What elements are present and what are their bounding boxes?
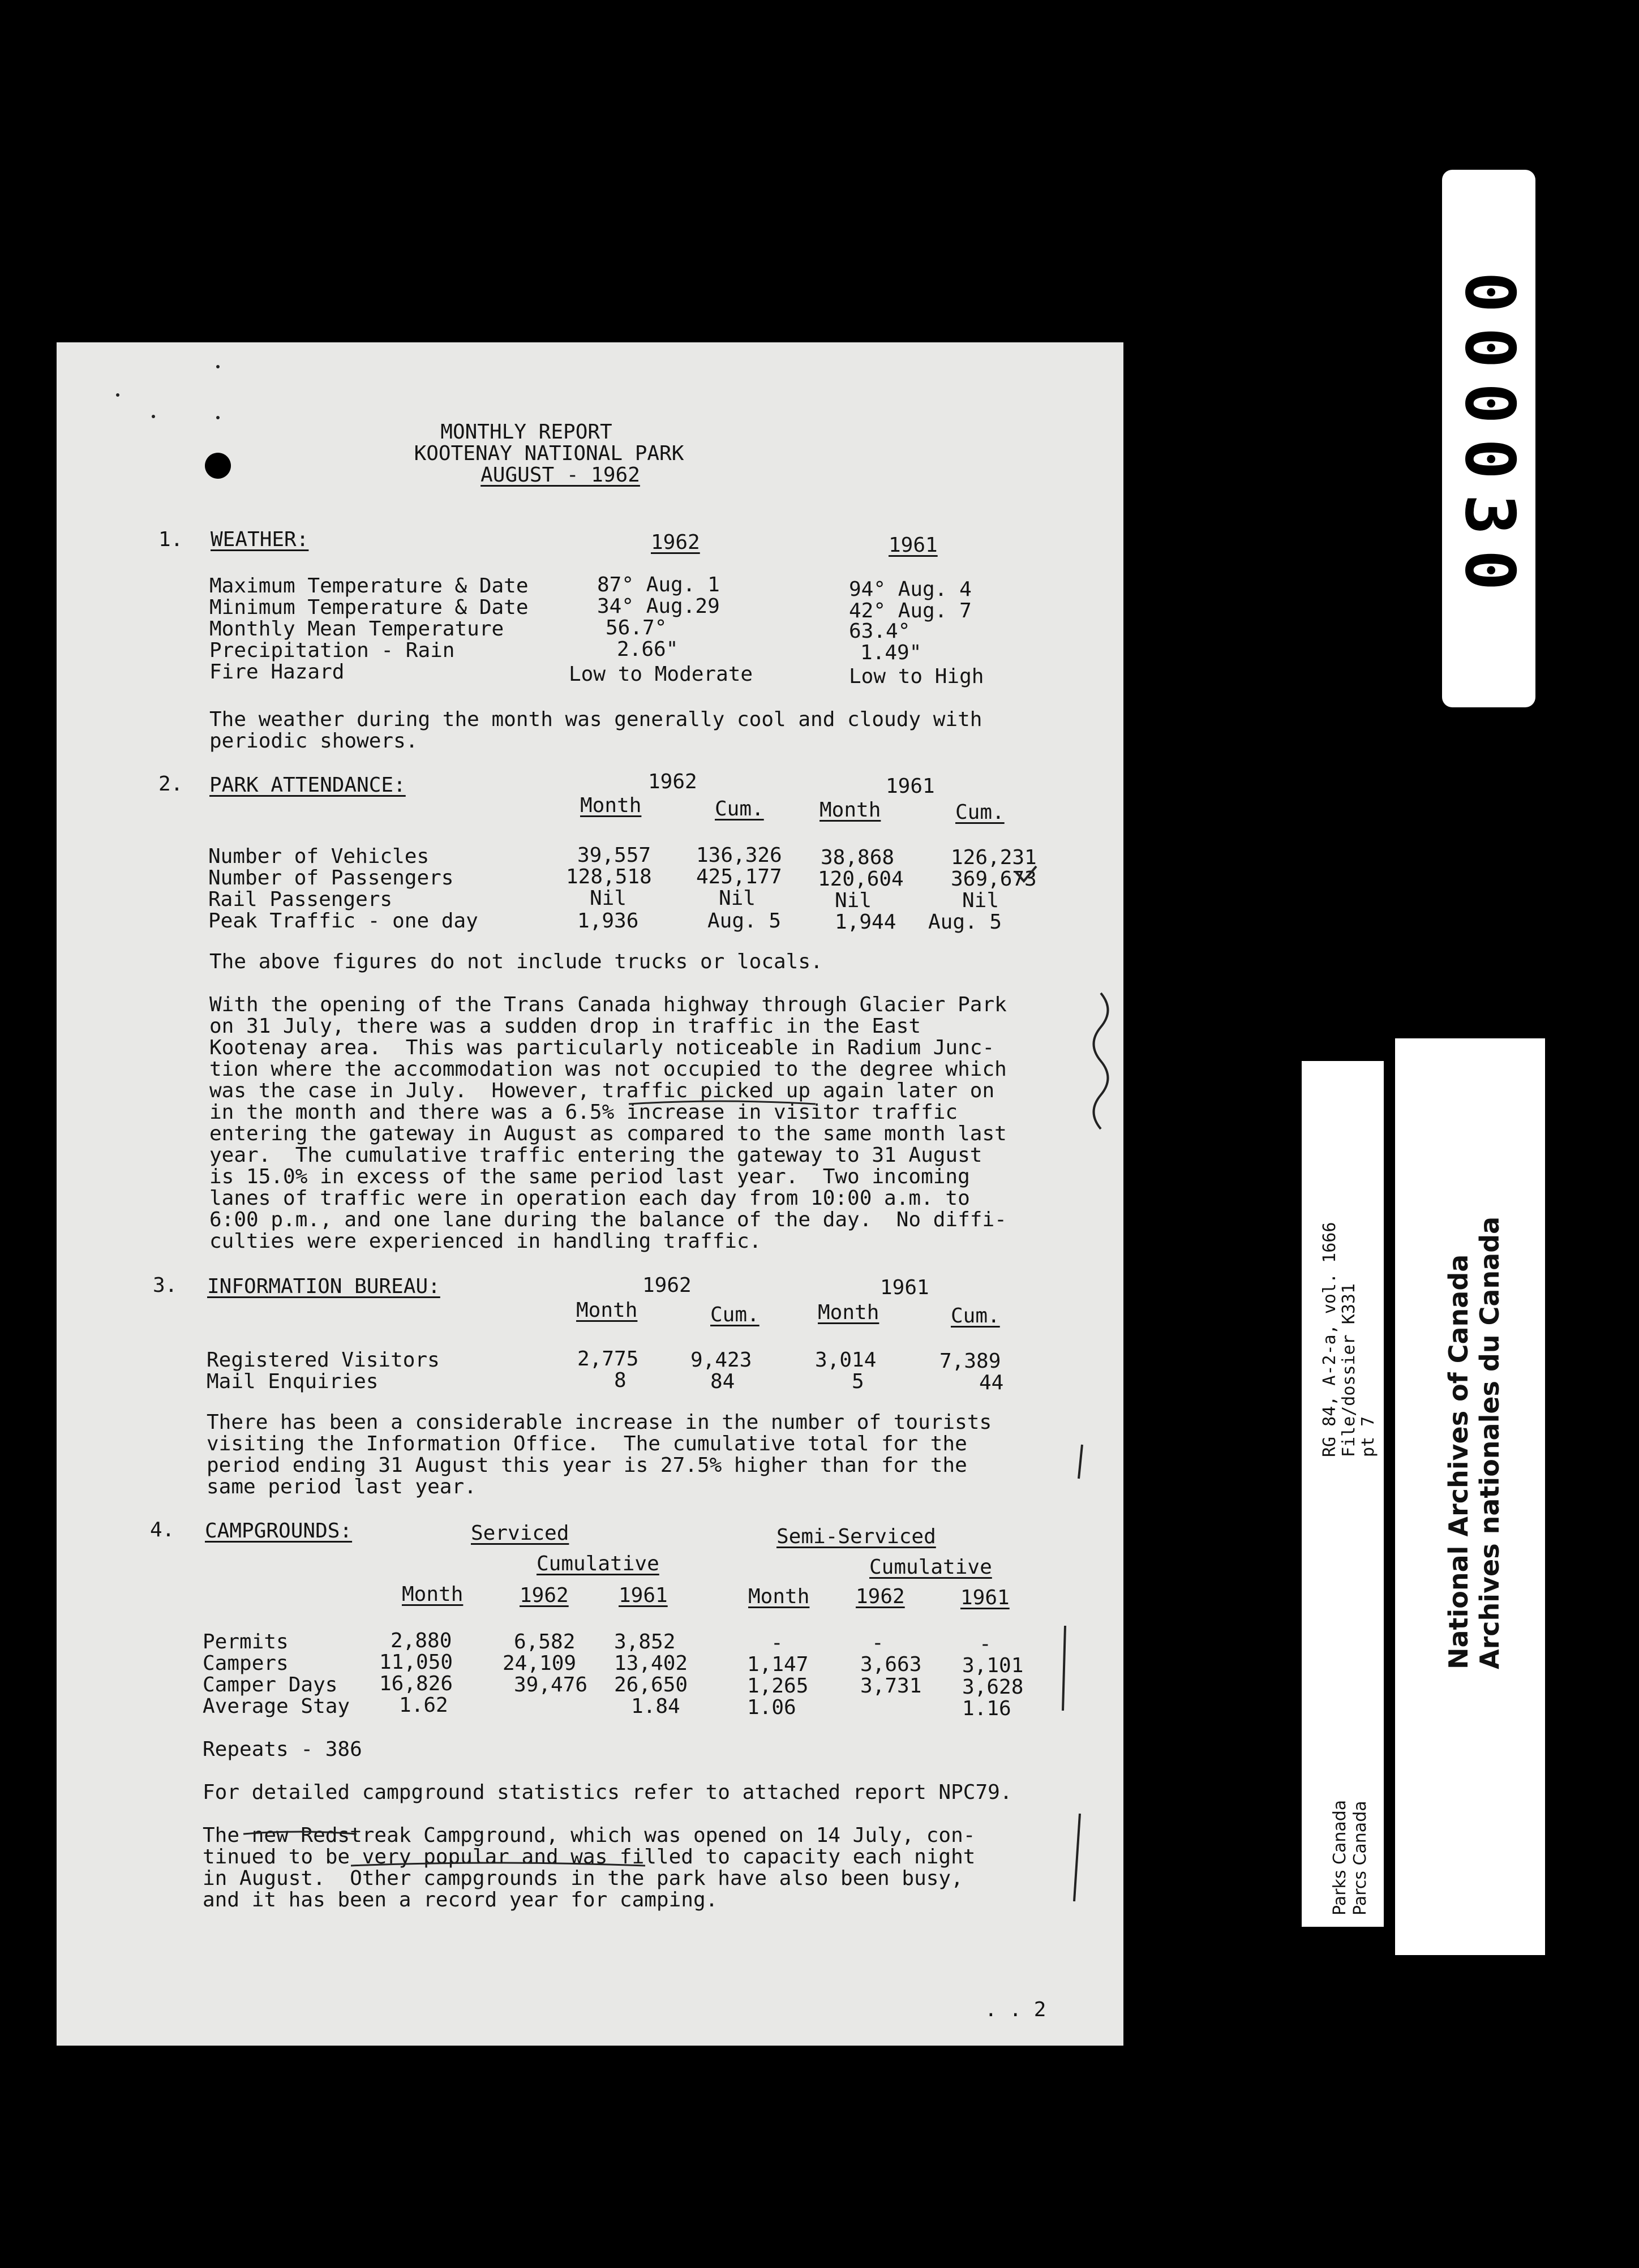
info-paragraph-line: period ending 31 August this year is 27.5% higher than for the — [207, 1454, 967, 1477]
camp-cumulative-header: Cumulative — [537, 1552, 659, 1575]
weather-note: The weather during the month was generally cool and cloudy with — [209, 708, 982, 731]
camp-value: 1.62 — [399, 1694, 448, 1717]
attendance-value: 1,944 — [835, 910, 896, 934]
archive-org-line-2: Parcs Canada — [1350, 1801, 1370, 1915]
info-year-1961: 1961 — [880, 1276, 929, 1299]
camp-repeats: Repeats - 386 — [203, 1738, 362, 1761]
section-heading-campgrounds: CAMPGROUNDS: — [205, 1519, 353, 1543]
weather-value-1962: Low to Moderate — [569, 663, 753, 686]
attendance-value: 1,936 — [577, 909, 639, 933]
weather-value-1961: 1.49" — [860, 641, 922, 664]
weather-value-1961: 63.4° — [849, 620, 911, 643]
camp-paragraph-line: in August. Other campgrounds in the park have also been busy, — [203, 1867, 963, 1890]
archive-name-fr: Archives nationales du Canada — [1474, 1216, 1505, 1669]
camp-value: 1,147 — [747, 1653, 809, 1676]
attendance-label: Number of Passengers — [208, 866, 454, 890]
attendance-year-1961: 1961 — [886, 775, 935, 798]
camp-value: 26,650 — [614, 1673, 688, 1696]
attendance-value: Aug. 5 — [928, 910, 1002, 934]
attendance-paragraph-line: entering the gateway in August as compared to the same month last — [209, 1122, 1007, 1145]
section-number: 3. — [153, 1274, 178, 1297]
camp-value: 2,880 — [391, 1629, 452, 1652]
weather-col-1962: 1962 — [651, 531, 700, 554]
camp-semi-header: Semi-Serviced — [776, 1525, 936, 1548]
info-year-1962: 1962 — [642, 1274, 692, 1297]
attendance-paragraph-line: 6:00 p.m., and one lane during the balance of the day. No diffi- — [209, 1208, 1007, 1231]
attendance-value: 39,557 — [577, 844, 651, 867]
camp-value: 39,476 — [514, 1673, 588, 1696]
camp-value: - — [979, 1633, 992, 1656]
report-title: MONTHLY REPORT — [440, 420, 612, 444]
camp-value: 1.06 — [747, 1696, 796, 1719]
info-subheader: Cum. — [951, 1304, 1000, 1328]
camp-col-header: 1962 — [520, 1584, 569, 1607]
attendance-value: Nil — [719, 887, 756, 910]
weather-value-1961: 42° Aug. 7 — [849, 599, 972, 622]
attendance-value: Nil — [835, 889, 872, 912]
report-park: KOOTENAY NATIONAL PARK — [414, 442, 684, 465]
camp-value: 16,826 — [379, 1672, 453, 1695]
weather-label: Maximum Temperature & Date — [209, 574, 529, 598]
camp-value: 6,582 — [514, 1630, 576, 1653]
frame-number: 000030 — [1449, 272, 1529, 605]
info-value: 44 — [979, 1371, 1004, 1394]
camp-value: 13,402 — [614, 1652, 688, 1675]
attendance-value: 136,326 — [696, 844, 782, 867]
section-heading-weather: WEATHER: — [211, 528, 309, 551]
attendance-label: Rail Passengers — [208, 888, 393, 911]
attendance-value: 128,518 — [566, 865, 652, 888]
section-number: 1. — [158, 528, 183, 551]
attendance-value: 369,673 — [951, 867, 1037, 891]
document-page — [57, 342, 1123, 2046]
camp-value: 3,852 — [614, 1630, 676, 1653]
attendance-value: Aug. 5 — [707, 909, 782, 933]
camp-value: 24,109 — [503, 1652, 577, 1675]
attendance-value: 120,604 — [818, 867, 904, 891]
attendance-value: 38,868 — [821, 846, 895, 869]
info-value: 8 — [614, 1369, 627, 1392]
info-paragraph-line: There has been a considerable increase in the number of tourists — [207, 1411, 992, 1434]
info-value: 2,775 — [577, 1347, 639, 1371]
archive-reference-line-1: RG 84, A-2-a, vol. 1666 — [1320, 1222, 1340, 1457]
camp-col-header: Month — [402, 1583, 464, 1606]
camp-paragraph-line: and it has been a record year for camping. — [203, 1888, 718, 1912]
archive-reference-line-3: pt 7 — [1358, 1416, 1378, 1457]
page-continuation: . . 2 — [985, 1998, 1046, 2021]
weather-value-1962: 56.7° — [606, 616, 667, 639]
report-date: AUGUST - 1962 — [480, 463, 640, 487]
camp-paragraph-line: The new Redstreak Campground, which was opened on 14 July, con- — [203, 1824, 976, 1847]
attendance-subheader: Cum. — [715, 797, 764, 821]
attendance-label: Number of Vehicles — [208, 845, 430, 868]
attendance-label: Peak Traffic - one day — [208, 909, 478, 933]
camp-label: Campers — [203, 1652, 289, 1675]
attendance-value: Nil — [962, 889, 999, 912]
weather-value-1961: Low to High — [849, 665, 984, 688]
info-subheader: Month — [818, 1301, 879, 1324]
camp-col-header: 1961 — [619, 1584, 668, 1607]
camp-detail: For detailed campground statistics refer to attached report NPC79. — [203, 1781, 1012, 1804]
camp-cumulative-header: Cumulative — [869, 1556, 992, 1579]
attendance-value: 425,177 — [696, 865, 782, 888]
attendance-paragraph-line: tion where the accommodation was not occupied to the degree which — [209, 1058, 1007, 1081]
weather-value-1962: 34° Aug.29 — [597, 595, 720, 618]
frame-number-tag — [1442, 170, 1535, 707]
weather-value-1962: 87° Aug. 1 — [597, 573, 720, 596]
camp-value: 11,050 — [379, 1651, 453, 1674]
attendance-paragraph-line: is 15.0% in excess of the same period last year. Two incoming — [209, 1165, 970, 1188]
section-heading-info: INFORMATION BUREAU: — [207, 1275, 440, 1298]
attendance-subheader: Cum. — [955, 801, 1005, 824]
camp-value: - — [872, 1631, 884, 1655]
weather-label: Monthly Mean Temperature — [209, 617, 504, 641]
attendance-paragraph-line: year. The cumulative traffic entering the gateway to 31 August — [209, 1144, 982, 1167]
camp-value: 3,663 — [860, 1653, 922, 1676]
camp-col-header: 1962 — [856, 1585, 905, 1608]
camp-value: 3,731 — [860, 1674, 922, 1698]
attendance-subheader: Month — [820, 798, 881, 822]
section-number: 2. — [158, 772, 183, 796]
attendance-paragraph-line: was the case in July. However, traffic picked up again later on — [209, 1079, 995, 1102]
info-label: Registered Visitors — [207, 1348, 440, 1372]
camp-paragraph-line: tinued to be very popular and was filled to capacity each night — [203, 1845, 976, 1868]
camp-value: - — [771, 1631, 783, 1655]
attendance-paragraph-line: Kootenay area. This was particularly noticeable in Radium Junc- — [209, 1036, 995, 1059]
camp-label: Permits — [203, 1630, 289, 1653]
info-value: 5 — [852, 1370, 864, 1393]
info-value: 9,423 — [690, 1348, 752, 1372]
info-subheader: Month — [576, 1299, 638, 1322]
info-label: Mail Enquiries — [207, 1370, 379, 1393]
weather-value-1961: 94° Aug. 4 — [849, 578, 972, 601]
weather-label: Precipitation - Rain — [209, 639, 455, 662]
weather-col-1961: 1961 — [889, 534, 938, 557]
camp-col-header: Month — [748, 1585, 810, 1608]
info-paragraph-line: visiting the Information Office. The cumulative total for the — [207, 1432, 967, 1455]
camp-label: Average Stay — [203, 1695, 350, 1718]
info-paragraph-line: same period last year. — [207, 1475, 477, 1498]
camp-value: 3,101 — [962, 1654, 1024, 1677]
info-value: 3,014 — [815, 1348, 877, 1372]
attendance-note: The above figures do not include trucks or locals. — [209, 950, 823, 973]
weather-note: periodic showers. — [209, 729, 418, 753]
archive-reference-label — [1302, 1061, 1384, 1927]
attendance-value: 126,231 — [951, 846, 1037, 869]
attendance-value: Nil — [590, 887, 627, 910]
camp-value: 3,628 — [962, 1676, 1024, 1699]
section-number: 4. — [150, 1518, 175, 1541]
info-value: 7,389 — [939, 1350, 1001, 1373]
camp-label: Camper Days — [203, 1673, 338, 1696]
camp-value: 1.16 — [962, 1697, 1011, 1720]
attendance-paragraph-line: With the opening of the Trans Canada highway through Glacier Park — [209, 993, 1007, 1016]
archive-name-en: National Archives of Canada — [1443, 1254, 1474, 1669]
info-subheader: Cum. — [710, 1303, 760, 1326]
weather-label: Fire Hazard — [209, 660, 345, 684]
attendance-subheader: Month — [580, 794, 642, 817]
archive-org-line-1: Parks Canada — [1330, 1799, 1350, 1915]
info-value: 84 — [710, 1370, 735, 1393]
camp-col-header: 1961 — [960, 1586, 1010, 1609]
camp-value: 1,265 — [747, 1674, 809, 1698]
attendance-paragraph-line: culties were experienced in handling traffic. — [209, 1230, 762, 1253]
attendance-paragraph-line: in the month and there was a 6.5% increase in visitor traffic — [209, 1101, 958, 1124]
national-archives-label — [1395, 1038, 1545, 1955]
camp-serviced-header: Serviced — [471, 1522, 569, 1545]
camp-value: 1.84 — [631, 1695, 680, 1718]
handwritten-marks — [57, 342, 1123, 2046]
weather-value-1962: 2.66" — [617, 638, 679, 661]
attendance-year-1962: 1962 — [648, 770, 697, 793]
section-heading-attendance: PARK ATTENDANCE: — [209, 774, 406, 797]
archive-reference-line-2: File/dossier K331 — [1339, 1283, 1359, 1457]
attendance-paragraph-line: on 31 July, there was a sudden drop in traffic in the East — [209, 1015, 921, 1038]
weather-label: Minimum Temperature & Date — [209, 596, 529, 619]
attendance-paragraph-line: lanes of traffic were in operation each day from 10:00 a.m. to — [209, 1187, 970, 1210]
